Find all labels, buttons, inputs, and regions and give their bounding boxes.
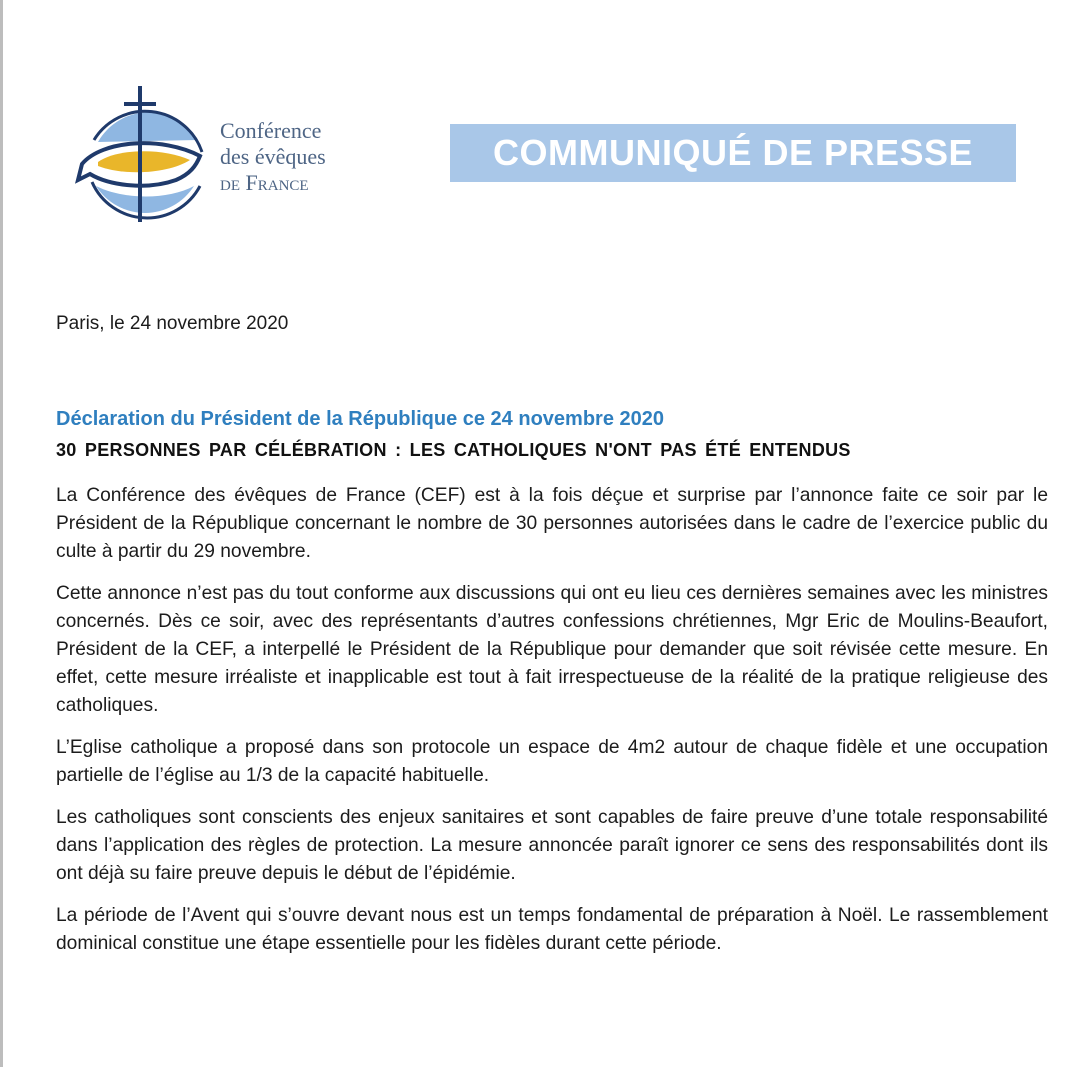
- declaration-subheading: 30 PERSONNES PAR CÉLÉBRATION : LES CATHOLIQUES N'ONT PAS ÉTÉ ENTENDUS: [56, 440, 851, 460]
- dateline: Paris, le 24 novembre 2020: [56, 313, 289, 334]
- logo-cross-vertical: [138, 86, 142, 222]
- declaration-heading: Déclaration du Président de la République ce 24 novembre 2020: [56, 408, 664, 430]
- organization-name-line-1: Conférence: [220, 118, 322, 143]
- press-release-body: [56, 482, 1048, 972]
- paragraph-2: Cette annonce n’est pas du tout conforme aux discussions qui ont eu lieu ces dernières semaines avec les ministres concernés. Dès ce soir, avec des représentants d’autres confessions chrétiennes, Mgr Eric de Moulins-Beaufort, Président de la CEF, a interpellé le Président de la République pour demander que soit révisée cette mesure. En effet, cette mesure irréaliste et inapplicable est tout à fait irrespectueuse de la réalité de la pratique religieuse des catholiques.: [56, 583, 1048, 716]
- paragraph-3: L’Eglise catholique a proposé dans son protocole un espace de 4m2 autour de chaque fidèle et une occupation partielle de l’église au 1/3 de la capacité habituelle.: [56, 737, 1048, 786]
- logo-upper-arc: [98, 112, 198, 142]
- page-left-border: [0, 0, 3, 1067]
- paragraph-1: La Conférence des évêques de France (CEF) est à la fois déçue et surprise par l’annonce faite ce soir par le Président de la République concernant le nombre de 30 personnes autorisées dans le cadre de l’exercice public du culte à partir du 29 novembre.: [56, 485, 1048, 562]
- paragraph-5: La période de l’Avent qui s’ouvre devant nous est un temps fondamental de préparation à Noël. Le rassemblement dominical constitue une étape essentielle pour les fidèles durant cette période.: [56, 905, 1048, 954]
- logo-cross-horizontal: [124, 102, 156, 106]
- paragraph-4: Les catholiques sont conscients des enjeux sanitaires et sont capables de faire preuve d’une totale responsabilité dans l’application des règles de protection. La mesure annoncée paraît ignorer ce sens des responsabilités dont ils ont déjà su faire preuve depuis le début de l’épidémie.: [56, 807, 1048, 884]
- organization-name-line-2: des évêques: [220, 144, 326, 169]
- organization-name-line-3: de France: [220, 170, 309, 195]
- cef-logo-icon: [72, 82, 212, 232]
- press-release-banner: COMMUNIQUÉ DE PRESSE: [450, 124, 1016, 182]
- organization-name: [220, 118, 326, 196]
